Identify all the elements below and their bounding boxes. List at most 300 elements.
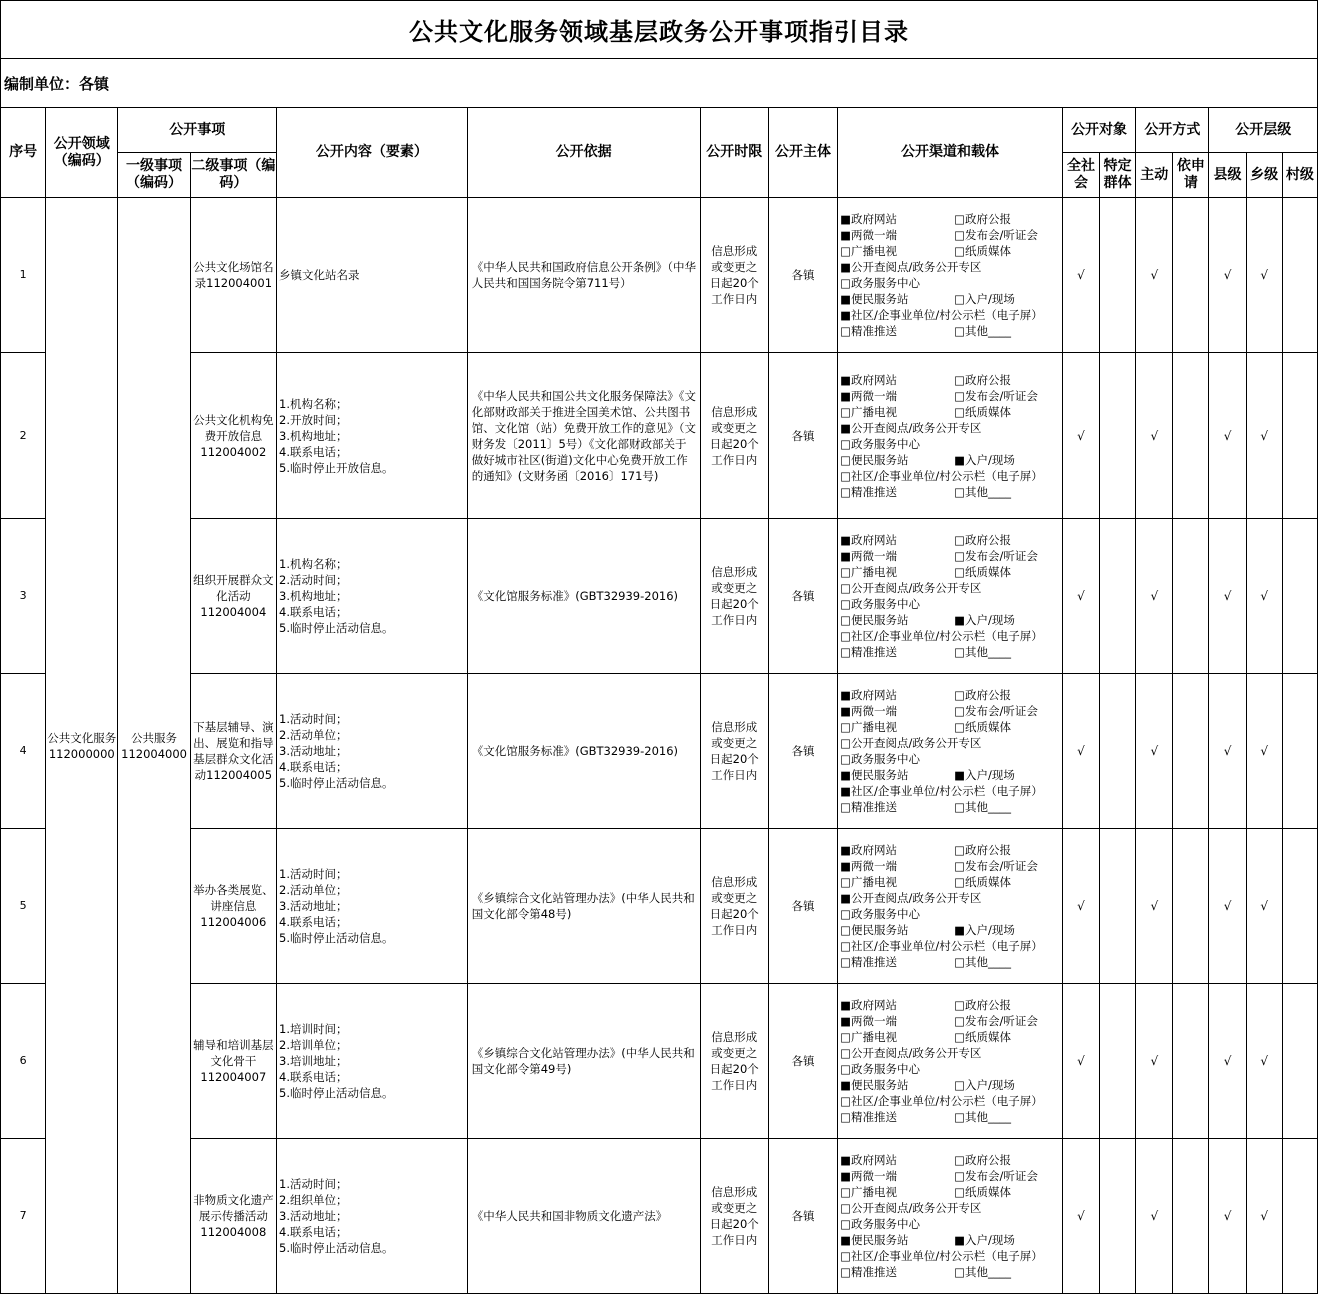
header-basis: 公开依据 bbox=[467, 108, 700, 198]
channel-unchecked bbox=[954, 954, 1011, 970]
channel-unchecked bbox=[840, 938, 1043, 954]
channel-label: 广播电视 bbox=[850, 875, 897, 889]
check-all: √ bbox=[1062, 353, 1099, 519]
content-line: 5.临时停止活动信息。 bbox=[279, 931, 394, 945]
level2-item: 举办各类展览、讲座信息112004006 bbox=[190, 829, 276, 984]
channel-label: 社区/企事业单位/村公示栏（电子屏） bbox=[850, 939, 1043, 953]
channel-label: 纸质媒体 bbox=[964, 1185, 1011, 1199]
channel-label: 精准推送 bbox=[850, 484, 897, 499]
row-seq: 1 bbox=[1, 198, 46, 353]
channel-unchecked bbox=[954, 799, 1011, 815]
channel-unchecked bbox=[840, 1093, 1043, 1109]
row-time-limit: 信息形成或变更之日起20个工作日内 bbox=[700, 984, 768, 1139]
header-seq: 序号 bbox=[1, 108, 46, 198]
check-county: √ bbox=[1209, 519, 1246, 674]
table-row bbox=[1, 1139, 1318, 1294]
table-row bbox=[1, 674, 1318, 829]
channel-checked bbox=[840, 532, 954, 548]
row-seq: 3 bbox=[1, 519, 46, 674]
row-content bbox=[277, 1139, 468, 1294]
channel-label: 两微一端 bbox=[850, 228, 897, 242]
channel-label: 其他____ bbox=[964, 1110, 1011, 1124]
channel-checked bbox=[840, 1152, 954, 1168]
channel-unchecked bbox=[840, 484, 954, 500]
channel-unchecked bbox=[954, 388, 1038, 404]
channel-label: 纸质媒体 bbox=[964, 565, 1011, 579]
channel-label: 政府网站 bbox=[850, 372, 897, 387]
channel-checked bbox=[840, 1168, 954, 1184]
header-level-town: 乡级 bbox=[1246, 153, 1282, 198]
channel-unchecked bbox=[954, 323, 1011, 339]
channel-label: 便民服务站 bbox=[850, 613, 909, 627]
channel-unchecked bbox=[954, 1013, 1038, 1029]
row-seq: 4 bbox=[1, 674, 46, 829]
channel-unchecked bbox=[840, 799, 954, 815]
channel-unchecked bbox=[840, 1248, 1043, 1264]
channel-label: 发布会/听证会 bbox=[964, 859, 1038, 873]
check-active: √ bbox=[1136, 984, 1173, 1139]
compiling-unit: 编制单位：各镇 bbox=[1, 59, 1318, 108]
row-channels bbox=[838, 519, 1063, 674]
check-all: √ bbox=[1062, 1139, 1099, 1294]
check-village bbox=[1282, 519, 1317, 674]
channel-unchecked bbox=[954, 1077, 1015, 1093]
channel-label: 入户/现场 bbox=[964, 1233, 1015, 1247]
channel-checked bbox=[840, 1232, 954, 1248]
channel-unchecked bbox=[840, 404, 954, 420]
channel-label: 便民服务站 bbox=[850, 292, 909, 306]
channel-label: 便民服务站 bbox=[850, 1233, 909, 1247]
level2-item: 公共文化机构免费开放信息112004002 bbox=[190, 353, 276, 519]
channel-unchecked bbox=[954, 997, 1011, 1013]
header-level1: 一级事项（编码） bbox=[118, 153, 190, 198]
channel-unchecked bbox=[840, 719, 954, 735]
channel-label: 政府网站 bbox=[850, 212, 897, 226]
channel-label: 政务服务中心 bbox=[850, 276, 920, 290]
channel-unchecked bbox=[954, 1168, 1038, 1184]
check-town: √ bbox=[1246, 353, 1282, 519]
channel-unchecked bbox=[840, 906, 920, 922]
channel-unchecked bbox=[954, 532, 1011, 548]
channel-label: 广播电视 bbox=[850, 720, 897, 734]
channel-label: 精准推送 bbox=[850, 800, 897, 814]
channel-label: 入户/现场 bbox=[964, 292, 1015, 306]
row-time-limit: 信息形成或变更之日起20个工作日内 bbox=[700, 198, 768, 353]
channel-unchecked bbox=[840, 596, 920, 612]
check-all: √ bbox=[1062, 198, 1099, 353]
header-level: 公开层级 bbox=[1209, 108, 1318, 153]
channel-label: 发布会/听证会 bbox=[964, 228, 1038, 242]
channel-unchecked bbox=[840, 612, 954, 628]
row-seq: 6 bbox=[1, 984, 46, 1139]
channel-checked bbox=[840, 997, 954, 1013]
row-channels bbox=[838, 353, 1063, 519]
channel-label: 纸质媒体 bbox=[964, 875, 1011, 889]
check-active: √ bbox=[1136, 519, 1173, 674]
channel-label: 广播电视 bbox=[850, 404, 897, 419]
channel-label: 便民服务站 bbox=[850, 923, 909, 937]
check-specific bbox=[1100, 674, 1136, 829]
channel-label: 纸质媒体 bbox=[964, 1030, 1011, 1044]
check-town: √ bbox=[1246, 984, 1282, 1139]
content-line: 3.活动地址； bbox=[279, 1209, 348, 1223]
channel-label: 政府公报 bbox=[964, 998, 1011, 1012]
channel-checked bbox=[954, 1232, 1015, 1248]
channel-unchecked bbox=[840, 1184, 954, 1200]
channel-unchecked bbox=[954, 227, 1038, 243]
header-level-county: 县级 bbox=[1209, 153, 1246, 198]
channel-label: 公开查阅点/政务公开专区 bbox=[850, 891, 982, 905]
table-row bbox=[1, 829, 1318, 984]
channel-label: 社区/企事业单位/村公示栏（电子屏） bbox=[850, 784, 1043, 798]
content-line: 4.联系电话； bbox=[279, 444, 348, 459]
channel-label: 精准推送 bbox=[850, 1110, 897, 1124]
channel-label: 社区/企事业单位/村公示栏（电子屏） bbox=[850, 1094, 1043, 1108]
check-active: √ bbox=[1136, 353, 1173, 519]
channel-label: 广播电视 bbox=[850, 1185, 897, 1199]
content-line: 1.活动时间； bbox=[279, 712, 348, 726]
row-content bbox=[277, 198, 468, 353]
channel-checked bbox=[840, 703, 954, 719]
header-method: 公开方式 bbox=[1136, 108, 1209, 153]
channel-label: 精准推送 bbox=[850, 324, 897, 338]
check-county: √ bbox=[1209, 198, 1246, 353]
content-line: 3.机构地址； bbox=[279, 589, 348, 603]
header-target: 公开对象 bbox=[1062, 108, 1135, 153]
check-specific bbox=[1100, 1139, 1136, 1294]
channel-unchecked bbox=[840, 1109, 954, 1125]
channel-unchecked bbox=[840, 436, 920, 452]
channel-unchecked bbox=[840, 564, 954, 580]
check-village bbox=[1282, 674, 1317, 829]
channel-checked bbox=[840, 227, 954, 243]
channel-checked bbox=[840, 767, 954, 783]
check-active: √ bbox=[1136, 674, 1173, 829]
channel-label: 社区/企事业单位/村公示栏（电子屏） bbox=[850, 1249, 1043, 1263]
channel-unchecked bbox=[840, 1200, 981, 1216]
channel-unchecked bbox=[954, 291, 1015, 307]
check-active: √ bbox=[1136, 1139, 1173, 1294]
channel-label: 广播电视 bbox=[850, 1030, 897, 1044]
page-title: 公共文化服务领域基层政务公开事项指引目录 bbox=[1, 1, 1318, 59]
content-line: 3.机构地址； bbox=[279, 428, 348, 443]
row-seq: 7 bbox=[1, 1139, 46, 1294]
content-line: 1.活动时间； bbox=[279, 1177, 348, 1191]
row-subject: 各镇 bbox=[768, 674, 837, 829]
channel-unchecked bbox=[954, 1264, 1011, 1280]
channel-unchecked bbox=[954, 858, 1038, 874]
channel-unchecked bbox=[840, 922, 954, 938]
content-line: 5.临时停止活动信息。 bbox=[279, 1241, 394, 1255]
row-channels bbox=[838, 1139, 1063, 1294]
check-town: √ bbox=[1246, 198, 1282, 353]
channel-label: 其他____ bbox=[964, 1265, 1011, 1279]
channel-label: 政务服务中心 bbox=[850, 1062, 920, 1076]
channel-checked bbox=[840, 388, 954, 404]
table-row bbox=[1, 519, 1318, 674]
header-target-specific: 特定群体 bbox=[1100, 153, 1136, 198]
channel-label: 社区/企事业单位/村公示栏（电子屏） bbox=[850, 468, 1043, 483]
row-channels bbox=[838, 829, 1063, 984]
content-line: 4.联系电话； bbox=[279, 605, 348, 619]
header-method-active: 主动 bbox=[1136, 153, 1173, 198]
channel-checked bbox=[840, 687, 954, 703]
content-line: 5.临时停止活动信息。 bbox=[279, 776, 394, 790]
channel-label: 政府公报 bbox=[964, 533, 1011, 547]
check-county: √ bbox=[1209, 829, 1246, 984]
channel-unchecked bbox=[954, 703, 1038, 719]
row-time-limit: 信息形成或变更之日起20个工作日内 bbox=[700, 1139, 768, 1294]
content-line: 3.培训地址； bbox=[279, 1054, 348, 1068]
check-specific bbox=[1100, 984, 1136, 1139]
check-county: √ bbox=[1209, 674, 1246, 829]
row-basis: 《中华人民共和国政府信息公开条例》（中华人民共和国国务院令第711号） bbox=[467, 198, 700, 353]
channel-unchecked bbox=[954, 211, 1011, 227]
channel-label: 公开查阅点/政务公开专区 bbox=[850, 260, 982, 274]
channel-unchecked bbox=[840, 243, 954, 259]
row-subject: 各镇 bbox=[768, 198, 837, 353]
channel-unchecked bbox=[840, 735, 981, 751]
check-village bbox=[1282, 984, 1317, 1139]
check-apply bbox=[1173, 353, 1209, 519]
table-row bbox=[1, 984, 1318, 1139]
content-line: 4.联系电话； bbox=[279, 1070, 348, 1084]
table-row bbox=[1, 353, 1318, 519]
channel-unchecked bbox=[954, 1029, 1011, 1045]
row-basis: 《文化馆服务标准》(GBT32939-2016) bbox=[467, 674, 700, 829]
channel-label: 入户/现场 bbox=[964, 452, 1015, 467]
content-line: 5.临时停止活动信息。 bbox=[279, 1086, 394, 1100]
channel-label: 两微一端 bbox=[850, 388, 897, 403]
channel-checked bbox=[840, 858, 954, 874]
row-basis: 《乡镇综合文化站管理办法》(中华人民共和国文化部令第48号) bbox=[467, 829, 700, 984]
channel-unchecked bbox=[954, 484, 1011, 500]
channel-label: 社区/企事业单位/村公示栏（电子屏） bbox=[850, 308, 1043, 322]
content-line: 5.临时停止活动信息。 bbox=[279, 621, 394, 635]
channel-unchecked bbox=[840, 275, 920, 291]
content-line: 2.活动单位； bbox=[279, 883, 348, 897]
channel-label: 公开查阅点/政务公开专区 bbox=[850, 420, 982, 435]
content-line: 2.开放时间； bbox=[279, 412, 348, 427]
domain-cell: 公共文化服务112000000 bbox=[46, 198, 118, 1294]
check-village bbox=[1282, 1139, 1317, 1294]
channel-label: 入户/现场 bbox=[964, 1078, 1015, 1092]
channel-unchecked bbox=[954, 644, 1011, 660]
channel-label: 发布会/听证会 bbox=[964, 1014, 1038, 1028]
channel-checked bbox=[840, 1013, 954, 1029]
header-subject: 公开主体 bbox=[768, 108, 837, 198]
check-apply bbox=[1173, 829, 1209, 984]
channel-unchecked bbox=[840, 1061, 920, 1077]
channel-label: 入户/现场 bbox=[964, 768, 1015, 782]
check-all: √ bbox=[1062, 674, 1099, 829]
row-content bbox=[277, 519, 468, 674]
content-line: 2.活动时间； bbox=[279, 573, 348, 587]
channel-label: 广播电视 bbox=[850, 244, 897, 258]
channel-label: 两微一端 bbox=[850, 1169, 897, 1183]
row-subject: 各镇 bbox=[768, 1139, 837, 1294]
channel-unchecked bbox=[840, 751, 920, 767]
channel-unchecked bbox=[840, 1264, 954, 1280]
channel-label: 发布会/听证会 bbox=[964, 388, 1038, 403]
check-specific bbox=[1100, 198, 1136, 353]
channel-checked bbox=[954, 922, 1015, 938]
check-county: √ bbox=[1209, 353, 1246, 519]
row-time-limit: 信息形成或变更之日起20个工作日内 bbox=[700, 353, 768, 519]
channel-checked bbox=[840, 211, 954, 227]
row-seq: 2 bbox=[1, 353, 46, 519]
header-matters: 公开事项 bbox=[118, 108, 277, 153]
check-active: √ bbox=[1136, 829, 1173, 984]
content-line: 4.联系电话； bbox=[279, 915, 348, 929]
channel-unchecked bbox=[840, 874, 954, 890]
channel-label: 精准推送 bbox=[850, 645, 897, 659]
content-line: 4.联系电话； bbox=[279, 760, 348, 774]
channel-unchecked bbox=[954, 1109, 1011, 1125]
header-target-all: 全社会 bbox=[1062, 153, 1099, 198]
channel-unchecked bbox=[840, 628, 1043, 644]
channel-unchecked bbox=[954, 1184, 1011, 1200]
channel-label: 政府公报 bbox=[964, 1153, 1011, 1167]
check-apply bbox=[1173, 1139, 1209, 1294]
channel-label: 发布会/听证会 bbox=[964, 549, 1038, 563]
row-basis: 《中华人民共和国非物质文化遗产法》 bbox=[467, 1139, 700, 1294]
channel-label: 其他____ bbox=[964, 484, 1011, 499]
channel-checked bbox=[840, 291, 954, 307]
channel-unchecked bbox=[954, 372, 1011, 388]
check-town: √ bbox=[1246, 1139, 1282, 1294]
channel-unchecked bbox=[840, 1216, 920, 1232]
channel-checked bbox=[954, 767, 1015, 783]
row-seq: 5 bbox=[1, 829, 46, 984]
check-county: √ bbox=[1209, 984, 1246, 1139]
check-specific bbox=[1100, 829, 1136, 984]
channel-checked bbox=[840, 1077, 954, 1093]
level2-item: 非物质文化遗产展示传播活动112004008 bbox=[190, 1139, 276, 1294]
level2-item: 组织开展群众文化活动112004004 bbox=[190, 519, 276, 674]
check-village bbox=[1282, 353, 1317, 519]
channel-label: 政府公报 bbox=[964, 843, 1011, 857]
channel-label: 政务服务中心 bbox=[850, 436, 920, 451]
channel-unchecked bbox=[954, 687, 1011, 703]
channel-label: 政府公报 bbox=[964, 212, 1011, 226]
channel-label: 其他____ bbox=[964, 800, 1011, 814]
channel-unchecked bbox=[840, 1029, 954, 1045]
header-level-village: 村级 bbox=[1282, 153, 1317, 198]
channel-label: 政府网站 bbox=[850, 1153, 897, 1167]
channel-label: 社区/企事业单位/村公示栏（电子屏） bbox=[850, 629, 1043, 643]
row-time-limit: 信息形成或变更之日起20个工作日内 bbox=[700, 674, 768, 829]
channel-label: 精准推送 bbox=[850, 955, 897, 969]
level1-cell: 公共服务112004000 bbox=[118, 198, 190, 1294]
channel-unchecked bbox=[954, 719, 1011, 735]
check-all: √ bbox=[1062, 829, 1099, 984]
row-basis: 《文化馆服务标准》(GBT32939-2016) bbox=[467, 519, 700, 674]
channel-checked bbox=[954, 612, 1015, 628]
channel-label: 其他____ bbox=[964, 324, 1011, 338]
row-content bbox=[277, 984, 468, 1139]
channel-label: 政府网站 bbox=[850, 998, 897, 1012]
check-town: √ bbox=[1246, 519, 1282, 674]
channel-label: 两微一端 bbox=[850, 704, 897, 718]
content-line: 1.机构名称； bbox=[279, 396, 348, 411]
channel-unchecked bbox=[954, 548, 1038, 564]
channel-label: 广播电视 bbox=[850, 565, 897, 579]
channel-unchecked bbox=[840, 954, 954, 970]
channel-unchecked bbox=[840, 452, 954, 468]
row-content bbox=[277, 829, 468, 984]
channel-checked bbox=[840, 842, 954, 858]
channel-label: 政府网站 bbox=[850, 533, 897, 547]
content-line: 2.组织单位； bbox=[279, 1193, 348, 1207]
channel-label: 其他____ bbox=[964, 645, 1011, 659]
check-apply bbox=[1173, 519, 1209, 674]
row-channels bbox=[838, 984, 1063, 1139]
check-apply bbox=[1173, 198, 1209, 353]
check-specific bbox=[1100, 519, 1136, 674]
channel-label: 政府网站 bbox=[850, 843, 897, 857]
check-town: √ bbox=[1246, 674, 1282, 829]
channel-label: 政务服务中心 bbox=[850, 752, 920, 766]
content-line: 1.培训时间； bbox=[279, 1022, 348, 1036]
content-line: 2.培训单位； bbox=[279, 1038, 348, 1052]
check-active: √ bbox=[1136, 198, 1173, 353]
header-content: 公开内容（要素） bbox=[277, 108, 468, 198]
channel-label: 公开查阅点/政务公开专区 bbox=[850, 736, 982, 750]
channel-label: 政府网站 bbox=[850, 688, 897, 702]
channel-checked bbox=[840, 372, 954, 388]
row-subject: 各镇 bbox=[768, 984, 837, 1139]
channel-label: 便民服务站 bbox=[850, 452, 909, 467]
header-channels: 公开渠道和载体 bbox=[838, 108, 1063, 198]
channel-label: 公开查阅点/政务公开专区 bbox=[850, 1046, 982, 1060]
channel-unchecked bbox=[954, 1152, 1011, 1168]
row-channels bbox=[838, 674, 1063, 829]
channel-label: 政务服务中心 bbox=[850, 1217, 920, 1231]
channel-unchecked bbox=[840, 468, 1043, 484]
channel-unchecked bbox=[840, 644, 954, 660]
row-basis: 《乡镇综合文化站管理办法》(中华人民共和国文化部令第49号) bbox=[467, 984, 700, 1139]
channel-unchecked bbox=[840, 1045, 981, 1061]
channel-label: 纸质媒体 bbox=[964, 404, 1011, 419]
channel-label: 便民服务站 bbox=[850, 1078, 909, 1092]
content-line: 1.机构名称； bbox=[279, 557, 348, 571]
row-subject: 各镇 bbox=[768, 829, 837, 984]
header-method-apply: 依申请 bbox=[1173, 153, 1209, 198]
channel-checked bbox=[840, 420, 981, 436]
channel-label: 发布会/听证会 bbox=[964, 1169, 1038, 1183]
channel-label: 政府公报 bbox=[964, 372, 1011, 387]
level2-item: 下基层辅导、演出、展览和指导基层群众文化活动112004005 bbox=[190, 674, 276, 829]
check-all: √ bbox=[1062, 984, 1099, 1139]
channel-label: 纸质媒体 bbox=[964, 244, 1011, 258]
row-basis: 《中华人民共和国公共文化服务保障法》《文化部财政部关于推进全国美术馆、公共图书馆、文化馆（站）免费开放工作的意见》（文财务发〔2011〕5号）《文化部财政部关于做好城市社区(街道)文化中心免费开放工作的通知》(文财务函〔2016〕171号) bbox=[467, 353, 700, 519]
check-village bbox=[1282, 829, 1317, 984]
check-apply bbox=[1173, 674, 1209, 829]
channel-label: 发布会/听证会 bbox=[964, 704, 1038, 718]
channel-unchecked bbox=[840, 323, 954, 339]
content-line: 3.活动地址； bbox=[279, 744, 348, 758]
content-line: 5.临时停止开放信息。 bbox=[279, 460, 394, 475]
channel-label: 精准推送 bbox=[850, 1265, 897, 1279]
check-village bbox=[1282, 198, 1317, 353]
row-subject: 各镇 bbox=[768, 353, 837, 519]
channel-checked bbox=[840, 890, 981, 906]
channel-label: 入户/现场 bbox=[964, 923, 1015, 937]
content-line: 乡镇文化站名录 bbox=[279, 268, 360, 282]
row-channels bbox=[838, 198, 1063, 353]
channel-label: 便民服务站 bbox=[850, 768, 909, 782]
